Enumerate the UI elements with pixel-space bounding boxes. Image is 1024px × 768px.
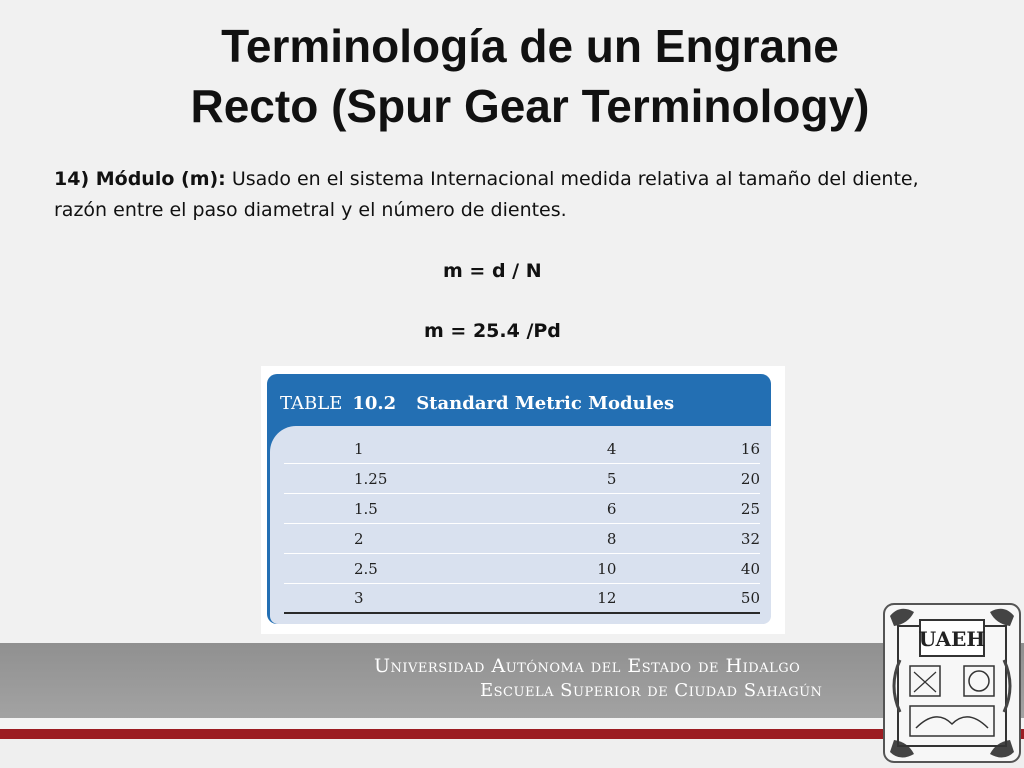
university-name: Universidad Autónoma del Estado de Hidalgo: [374, 655, 801, 677]
table-cell: 3: [354, 589, 364, 607]
table-cell: 8: [606, 529, 617, 548]
table-rows: [284, 434, 760, 614]
footer-red-stripe: [0, 729, 1024, 739]
slide-title-line-2: Recto (Spur Gear Terminology): [190, 80, 870, 132]
table-frame: [267, 374, 771, 624]
table-row: [284, 464, 760, 494]
slide-title: [0, 16, 1024, 136]
table-row: [284, 434, 760, 464]
table-cell: 2: [354, 529, 364, 548]
footer-bottom: [0, 739, 1024, 768]
table-number: 10.2: [352, 393, 397, 414]
school-name: Escuela Superior de Ciudad Sahagún: [480, 680, 823, 701]
table-cell: 20: [740, 469, 760, 488]
university-seal-icon: [880, 596, 1024, 766]
table-cell: 6: [606, 499, 617, 518]
seal-text: UAEH: [918, 627, 986, 651]
definition-paragraph: [54, 164, 934, 226]
slide-title-line-1: Terminología de un Engrane: [221, 20, 839, 72]
table-row: [284, 494, 760, 524]
table-header: [280, 393, 674, 414]
table-cell: 5: [606, 469, 617, 488]
table-cell: 10: [597, 559, 617, 578]
definition-text: Usado en el sistema Internacional medida relativa al tamaño del diente, razón entre el paso diametral y el número de dientes.: [54, 168, 919, 221]
table-cell: 32: [740, 529, 760, 548]
table-row: [284, 584, 760, 614]
definition-term: 14) Módulo (m):: [54, 168, 226, 190]
formula-module-pitch: m = 25.4 /Pd: [424, 320, 561, 342]
table-cell: 16: [740, 439, 760, 458]
table-body: [270, 426, 771, 624]
formula-module-diameter: m = d / N: [443, 260, 542, 282]
table-cell: 1.25: [354, 469, 388, 488]
table-row: [284, 554, 760, 584]
table-cell: 25: [740, 499, 760, 518]
table-label: TABLE: [280, 393, 343, 414]
table-caption: Standard Metric Modules: [416, 393, 675, 414]
table-cell: 4: [606, 439, 617, 458]
table-cell: 1: [354, 439, 364, 458]
table-cell: 2.5: [354, 559, 378, 578]
table-cell: 50: [740, 589, 760, 607]
table-cell: 40: [740, 559, 760, 578]
table-cell: 1.5: [354, 499, 378, 518]
metric-modules-table-figure: [261, 366, 785, 634]
table-row: [284, 524, 760, 554]
table-cell: 12: [597, 589, 617, 607]
